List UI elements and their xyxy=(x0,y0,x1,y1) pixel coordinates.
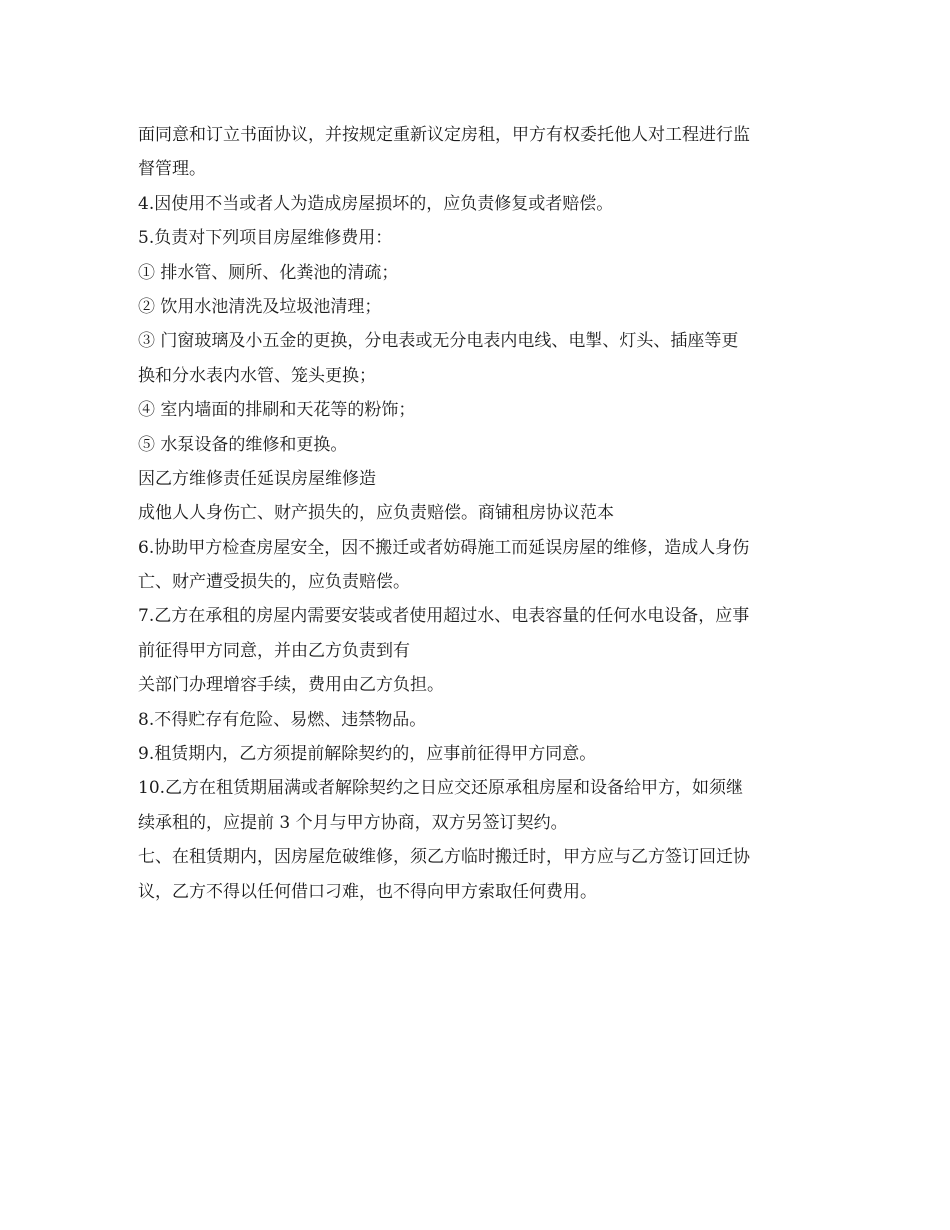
text-line: 10.乙方在租赁期届满或者解除契约之日应交还原承租房屋和设备给甲方，如须继 xyxy=(138,778,744,799)
text-line: ⑤ 水泵设备的维修和更换。 xyxy=(138,434,348,455)
document-body xyxy=(138,118,818,909)
text-line: 亡、财产遭受损失的，应负责赔偿。 xyxy=(138,572,410,593)
text-line: 8.不得贮存有危险、易燃、违禁物品。 xyxy=(138,709,427,730)
text-line: ④ 室内墙面的排刷和天花等的粉饰； xyxy=(138,400,416,421)
text-line: 面同意和订立书面协议，并按规定重新议定房租，甲方有权委托他人对工程进行监 xyxy=(138,125,750,145)
text-line: 9.租赁期内，乙方须提前解除契约的，应事前征得甲方同意。 xyxy=(138,744,597,765)
text-line: 4.因使用不当或者人为造成房屋损坏的，应负责修复或者赔偿。 xyxy=(138,193,614,214)
text-line: 成他人人身伤亡、财产损失的，应负责赔偿。商铺租房协议范本 xyxy=(138,503,614,524)
text-line: 议，乙方不得以任何借口刁难，也不得向甲方索取任何费用。 xyxy=(138,881,597,902)
text-line: ① 排水管、厕所、化粪池的清疏； xyxy=(138,262,399,283)
text-line: ③ 门窗玻璃及小五金的更换，分电表或无分电表内电线、电掣、灯头、插座等更 xyxy=(138,331,739,352)
text-line: ② 饮用水池清洗及垃圾池清理； xyxy=(138,296,382,317)
text-line: 5.负责对下列项目房屋维修费用： xyxy=(138,228,393,249)
text-line: 换和分水表内水管、笼头更换； xyxy=(138,365,376,386)
text-line: 7.乙方在承租的房屋内需要安装或者使用超过水、电表容量的任何水电设备，应事 xyxy=(138,606,750,627)
text-line: 6.协助甲方检查房屋安全，因不搬迁或者妨碍施工而延误房屋的维修，造成人身伤 xyxy=(138,537,750,558)
text-line: 因乙方维修责任延误房屋维修造 xyxy=(138,468,376,489)
text-line: 续承租的，应提前 3 个月与甲方协商，双方另签订契约。 xyxy=(138,812,568,833)
text-line: 七、在租赁期内，因房屋危破维修，须乙方临时搬迁时，甲方应与乙方签订回迁协 xyxy=(138,847,750,868)
text-line: 关部门办理增容手续，费用由乙方负担。 xyxy=(138,675,444,696)
text-line: 督管理。 xyxy=(138,159,206,180)
text-line: 前征得甲方同意，并由乙方负责到有 xyxy=(138,640,410,661)
